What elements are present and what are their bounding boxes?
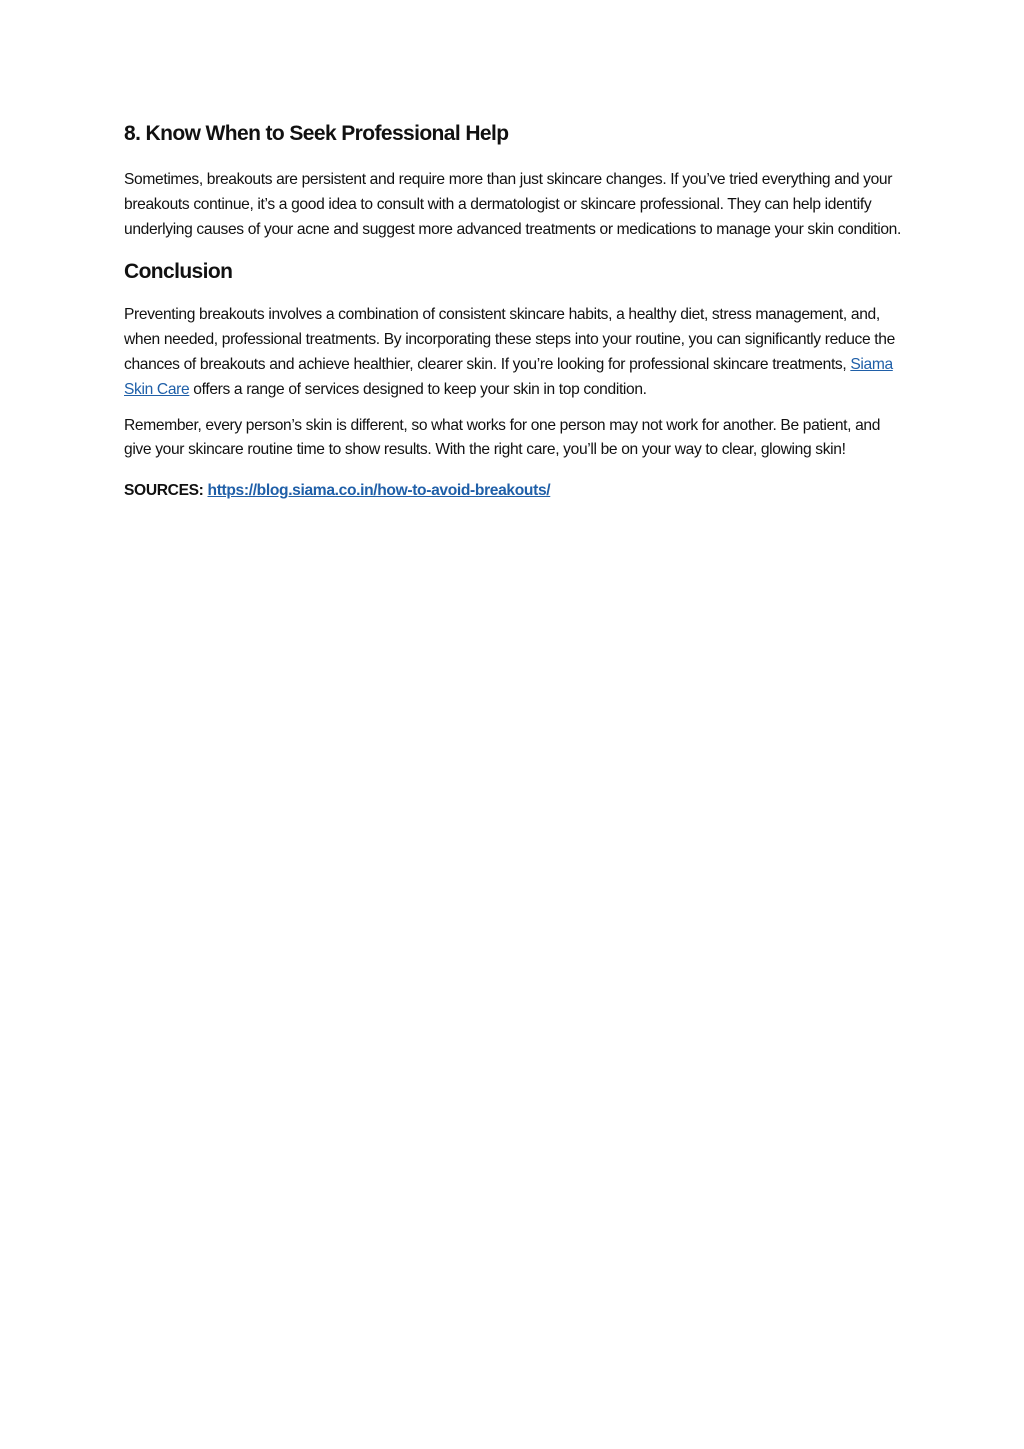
section-paragraph-professional-help: Sometimes, breakouts are persistent and require more than just skincare changes. If you’ve tried everything and your breakouts continue, it’s a good idea to consult with a dermatologist or skincare professional. They can help identify underlying causes of your acne and suggest more advanced treatments or medications to manage your skin condition. — [124, 171, 901, 238]
section-heading-professional-help: 8. Know When to Seek Professional Help — [124, 122, 509, 145]
document-content — [124, 122, 908, 503]
sources-url-link[interactable]: https://blog.siama.co.in/how-to-avoid-breakouts/ — [207, 482, 551, 500]
conclusion-paragraph-1-text-end: offers a range of services designed to keep your skin in top condition. — [189, 380, 647, 398]
conclusion-paragraph-1-text-start: Preventing breakouts involves a combination of consistent skincare habits, a healthy diet, stress management, and, when needed, professional treatments. By incorporating these steps into your routine, you can significantly reduce the chances of breakouts and achieve healthier, clearer skin. If you’re looking for professional skincare treatments, — [124, 306, 895, 373]
conclusion-heading: Conclusion — [124, 260, 233, 284]
sources-line — [124, 479, 908, 503]
conclusion-paragraph-2: Remember, every person’s skin is different, so what works for one person may not work for another. Be patient, and give your skincare routine time to show results. With the right care, you’ll be on your way to clear, glowing skin! — [124, 416, 881, 459]
sources-label: SOURCES: — [124, 482, 204, 500]
conclusion-paragraph-1 — [124, 303, 908, 402]
siama-skin-care-link[interactable]: Siama Skin Care — [124, 355, 893, 398]
